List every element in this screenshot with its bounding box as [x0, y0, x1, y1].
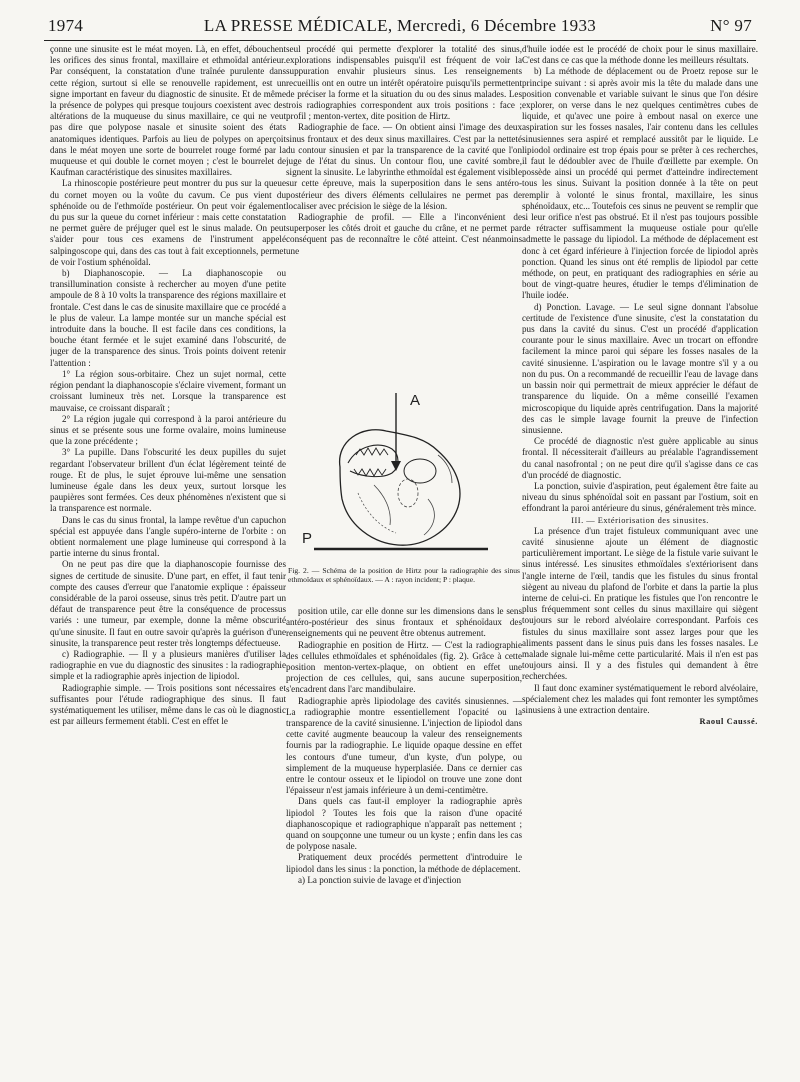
paragraph: Dans quels cas faut-il employer la radiographie après lipiodol ? Toutes les fois que la raison d'une opacité diaphanoscopique et radiographique n'apparaît pas nettement ; quand on soupçonne une tumeur ou un kyste ; enfin dans les cas de polypose nasale. — [286, 796, 522, 852]
header-rule — [44, 40, 756, 41]
paragraph: Il faut donc examiner systématiquement le rebord alvéolaire, spécialement chez les malades qui font remonter les symptômes sinusiens à une extraction dentaire. — [522, 682, 758, 715]
section-heading: III. — Extériorisation des sinusites. — [571, 515, 709, 525]
paragraph: seul procédé qui permette d'explorer la totalité des sinus, explorations indispensables puisqu'il est fréquent de voir la suppuration envahir plusieurs sinus. Les renseignements recueillis ont en outre un intérêt opératoire puisqu'ils permettent de préciser la forme et la situation du ou des sinus malades. Les trois radiographies correspondent aux trois positions : face ; profil ; menton-vertex, dite position de Hirtz. — [286, 44, 522, 122]
author-signature: Raoul Caussé. — [699, 717, 758, 727]
paragraph: c) Radiographie. — Il y a plusieurs manières d'utiliser la radiographie en vue du diagnostic des sinusites : la radiographie simple et la radiographie après injection de lipiodol. — [50, 648, 286, 682]
paragraph: La présence d'un trajet fistuleux communiquant avec une cavité sinusienne ajoute un élément de diagnostic particulièrement important. Le siège de la fistule varie suivant le sinus intéressé. Les sinusites ethmoïdales s'extériorisent dans l'angle interne de l'œil, tandis que les fistules du sinus frontal siègent au niveau du plafond de l'orbite et dans la partie la plus interne de celui-ci. En pratique les fistules que l'on rencontre le plus fréquemment sont celles du sinus maxillaire qui siègent toujours sur le rebord alvéolaire correspondant. Parfois ces fistules du sinus maxillaire sont assez larges pour que les aliments passent dans le sinus puis dans les fosses nasales. Le malade signale lui-même cette particularité. Mais il n'en est pas toujours ainsi. Il y a des fistules qui demandent à être recherchées. — [522, 525, 758, 682]
column-1 — [50, 44, 286, 1064]
paragraph: 1° La région sous-orbitaire. Chez un sujet normal, cette région pendant la diaphanoscopie s'éclaire vivement, formant un croissant lumineux très net. Lorsque la transparence est mauvaise, ce croissant disparaît ; — [50, 368, 286, 413]
paragraph: Dans le cas du sinus frontal, la lampe revêtue d'un capuchon spécial est appuyée dans l'angle supéro-interne de l'orbite : on obtient normalement une plage lumineuse qui correspond à la partie interne du sinus frontal. — [50, 514, 286, 559]
paragraph: On ne peut pas dire que la diaphanoscopie fournisse des signes de certitude de sinusite. D'une part, en effet, il faut tenir compte des causes d'erreur que l'anatomie explique : épaisseur considérable de la paroi osseuse, sinus très petit. D'autre part un défaut de transparence peut être la conséquence de processus variés : une tumeur, par exemple, donne la même obscurité qu'une sinusite. Il faut en outre savoir qu'après la guérison d'une sinusite, la transparence peut rester très longtemps défectueuse. — [50, 559, 286, 648]
paragraph: Pratiquement deux procédés permettent d'introduire le lipiodol dans les sinus : la ponction, la méthode de déplacement. — [286, 852, 522, 874]
paragraph: d'huile iodée est le procédé de choix pour le sinus maxillaire. C'est dans ce cas que la méthode donne les meilleurs résultats. — [522, 44, 758, 66]
paragraph: La ponction, suivie d'aspiration, peut également être faite au niveau du sinus sphénoïdal soit en passant par l'ostium, soit en effondrant la paroi antérieure du sinus, généralement très mince. — [522, 480, 758, 514]
issue-number: N° 97 — [710, 16, 752, 35]
paragraph: Radiographie en position de Hirtz. — C'est la radiographie des cellules ethmoïdales et sphénoïdales (fig. 2). Grâce à cette position menton-vertex-plaque, on obtient en effet une projection de ces cellules, qui, sans aucune superposition, s'encadrent dans l'arc mandibulaire. — [286, 639, 522, 695]
figure-caption: Fig. 2. — Schéma de la position de Hirtz pour la radiographie des sinus ethmoïdaux et sphénoïdaux. — A : rayon incident; P : plaque. — [288, 566, 520, 584]
paragraph: 2° La région jugale qui correspond à la paroi antérieure du sinus et se présente sous une forme ovalaire, moins lumineuse que la zone précédente ; — [50, 413, 286, 447]
label-p: P — [302, 530, 313, 547]
paragraph: 3° La pupille. Dans l'obscurité les deux pupilles du sujet regardant l'observateur brillent d'un éclat légèrement teinté de rouge. Et de plus, le sujet éprouve lui-même une sensation lumineuse égale dans les deux yeux, surtout lorsque les paupières sont fermées. Ces deux phénomènes n'existent que si la transparence est normale. — [50, 447, 286, 514]
paragraph: çonne une sinusite est le méat moyen. Là, en effet, débouchent les orifices des sinus frontal, maxillaire et ethmoïdal antérieur. Par conséquent, la constatation d'une traînée purulente dans cette région, surtout si elle se renouvelle rapidement, est un signe important en faveur du diagnostic de sinusite. Et de même la présence de polypes qui presque toujours coexistent avec des altérations de la muqueuse du sinus maxillaire, ce qui ne veut pas dire que polypose nasale et sinusite soient des états anatomiques identiques. Parfois au lieu de polypes on aperçoit dans le méat moyen une sorte de bourrelet rouge formé par la muqueuse et qui double le cornet moyen ; c'est le bourrelet de Kaufman caractéristique des sinusites maxillaires. — [50, 44, 286, 178]
paragraph: Ce procédé de diagnostic n'est guère applicable au sinus frontal. Il nécessiterait d'ailleurs au préalable l'agrandissement du canal nasofrontal ; on ne peut dire qu'il s'agisse dans ce cas d'un procédé de diagnostic. — [522, 436, 758, 480]
page-header — [38, 12, 762, 42]
column-2-top — [286, 44, 522, 374]
paragraph: b) La méthode de déplacement ou de Proetz repose sur le principe suivant : si après avoir mis la tête du malade dans une position convenable et variable suivant le sinus que l'on désire explorer, on verse dans le nez quelques centimètres cubes de liquide, et qu'avec une poire à embout nasal on exerce une aspiration sur les fosses nasales, l'air contenu dans les cellules sinusiennes sera aspiré et remplacé aussitôt par le liquide. Le lipiodol ordinaire est trop épais pour se prêter à ces recherches, il faut le dédoubler avec de l'huile d'œillette par exemple. On possède ainsi un procédé qui permet d'atteindre indirectement tous les sinus. Suivant la position donnée à la tête on peut remplir à volonté le sinus frontal, maxillaire, les sinus sphénoïdaux, etc... Toutefois ces sinus ne peuvent se remplir que si leur orifice n'est pas obstrué. Et il n'est pas toujours possible de rétracter suffisamment la muqueuse ostiale pour qu'elle admette le passage du lipiodol. La méthode de déplacement est donc à cet égard inférieure à l'injection forcée de lipiodol après ponction. Quand les sinus ont été remplis de lipiodol par cette méthode, on peut, en pratiquant des radiographies en série au bout de vingt-quatre heures, étudier le temps d'élimination de l'huile iodée. — [522, 66, 758, 301]
column-3 — [522, 44, 758, 1044]
paragraph: b) Diaphanoscopie. — La diaphanoscopie ou transillumination consiste à rechercher au moyen d'une petite ampoule de 8 à 10 volts la transparence des régions maxillaire et frontale. C'est dans le cas de sinusite maxillaire que ce procédé a le plus de valeur. La lampe montée sur un manche spécial est introduite dans la bouche. Il est facile dans ces conditions, la bouche étant fermée et le sujet examiné dans l'obscurité, de juger de la transparence des sinus. Trois points doivent retenir l'attention : — [50, 268, 286, 368]
page-year: 1974 — [48, 16, 84, 35]
paragraph: La rhinoscopie postérieure peut montrer du pus sur la queue du cornet moyen ou la voûte du cavum. Ce pus vient du sphénoïde ou de l'ethmoïde postérieur. On peut voir également du pus sur la queue du cornet inférieur : mais cette constatation ne permet guère de préjuger quel est le sinus malade. On peut s'aider pour tous ces examens de l'instrument appelé salpingoscope qui, dans des cas tout à fait exceptionnels, permet de voir l'ostium sphénoïdal. — [50, 178, 286, 267]
paragraph: position utile, car elle donne sur les dimensions dans le sens antéro-postérieur des sinus frontaux et sphénoïdaux des renseignements qui ne peuvent être obtenus autrement. — [286, 606, 522, 639]
column-2-bottom — [286, 606, 522, 1006]
paragraph: Radiographie de profil. — Elle a l'inconvénient de superposer les côtés droit et gauche du crâne, et ne permet par conséquent pas de reconnaître le côté atteint. C'est néanmoins une — [286, 212, 522, 256]
figure-hirtz-position — [288, 375, 520, 565]
paragraph: Radiographie simple. — Trois positions sont nécessaires et suffisantes pour l'étude radiographique des sinus. Il faut systématiquement les utiliser, même dans le cas où le diagnostic est par ailleurs fermement établi. C'est en effet le — [50, 682, 286, 727]
label-a: A — [410, 392, 421, 409]
skull-schema-illustration — [288, 375, 520, 565]
journal-title: LA PRESSE MÉDICALE, Mercredi, 6 Décembre 1933 — [203, 16, 597, 35]
paragraph: d) Ponction. Lavage. — Le seul signe donnant l'absolue certitude de l'existence d'une sinusite, c'est la constatation du pus dans la cavité du sinus. C'est un procédé d'application courante pour le sinus maxillaire. Avec un trocart on effondre facilement la mince paroi qui sépare les fosses nasales de la cavité sinusienne. L'aspiration ou le lavage montre s'il y a ou non du pus. On a recommandé de recueillir l'eau de lavage dans un bassin noir qui permettrait de mieux apprécier le défaut de transparence du liquide. On a même conseillé l'examen microscopique du liquide après centrifugation. Dans la majorité des cas le simple lavage fournit la preuve de l'infection sinusienne. — [522, 301, 758, 435]
paragraph: a) La ponction suivie de lavage et d'injection — [298, 874, 461, 885]
paragraph: Radiographie de face. — On obtient ainsi l'image des deux sinus frontaux et des deux sinus maxillaires. C'est par la netteté du contour sinusien et par la transparence de la cavité que l'on juge de l'état du sinus. Un contour flou, une cavité sombre, signent la sinusite. Le labyrinthe ethmoïdal est également visible sur cette épreuve, mais la superposition dans le sens antéro-postérieur des divers éléments cellulaires ne permet pas de localiser avec précision le siège de la lésion. — [286, 122, 522, 211]
paragraph: Radiographie après lipiodolage des cavités sinusiennes. — La radiographie montre essentiellement l'opacité ou la transparence de la cavité sinusienne. L'injection de lipiodol dans cette cavité augmente beaucoup la valeur des renseignements fournis par la radiographie. Le liquide opaque dessine en effet les contours d'une tumeur, d'un kyste, d'un polype, ou simplement de la muqueuse hyperplasiée. Dans ce dernier cas entre le contour osseux et le lipiodol on trouve une zone dont l'épaisseur n'est jamais inférieure à un demi-centimètre. — [286, 695, 522, 796]
